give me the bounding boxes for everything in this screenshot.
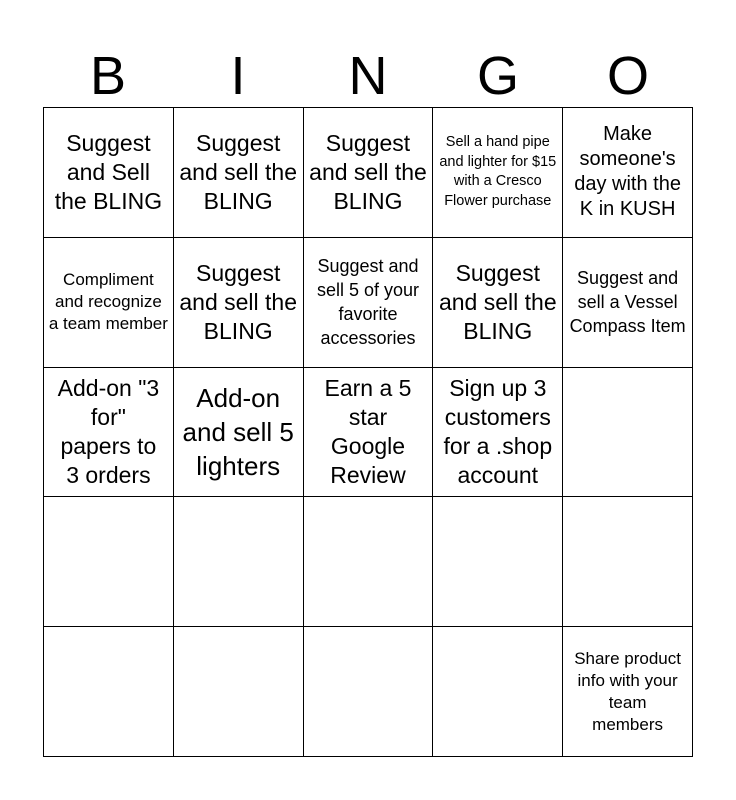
header-letter-i: I (230, 46, 246, 106)
bingo-cell-r5-c5[interactable] (563, 627, 693, 757)
cell-text: Add-on and sell 5 lighters (182, 382, 294, 481)
bingo-cell-r3-c2[interactable] (174, 368, 304, 498)
bingo-cell-r4-c5[interactable] (563, 497, 693, 627)
bingo-cell-r4-c3[interactable] (304, 497, 434, 627)
bingo-cell-r4-c2[interactable] (174, 497, 304, 627)
cell-text: Sell a hand pipe and lighter for $15 with a Cresco Flower purchase (439, 134, 557, 209)
bingo-cell-r3-c3[interactable] (304, 368, 434, 498)
bingo-cell-r2-c3[interactable] (304, 238, 434, 368)
header-letter-b: B (89, 46, 127, 106)
cell-text: Earn a 5 star Google Review (324, 374, 412, 488)
bingo-cell-r1-c1[interactable] (44, 108, 174, 238)
bingo-cell-r5-c1[interactable] (44, 627, 174, 757)
cell-text: Suggest and sell the BLING (438, 259, 557, 344)
bingo-cell-r3-c1[interactable] (44, 368, 174, 498)
bingo-cell-r5-c2[interactable] (174, 627, 304, 757)
bingo-cell-r4-c1[interactable] (44, 497, 174, 627)
bingo-cell-r5-c3[interactable] (304, 627, 434, 757)
cell-text: Suggest and sell the BLING (179, 129, 298, 214)
header-letter-n: N (348, 46, 388, 106)
cell-text: Suggest and sell a Vessel Compass Item (569, 268, 686, 337)
cell-text: Sign up 3 customers for a .shop account (443, 374, 553, 488)
bingo-cell-r5-c4[interactable] (433, 627, 563, 757)
bingo-cell-r1-c3[interactable] (304, 108, 434, 238)
bingo-cell-r1-c4[interactable] (433, 108, 563, 238)
bingo-cell-r1-c5[interactable] (563, 108, 693, 238)
cell-text: Share product info with your team members (574, 648, 681, 734)
cell-text: Add-on "3 for" papers to 3 orders (57, 374, 160, 488)
cell-text: Make someone's day with the K in KUSH (574, 123, 681, 221)
bingo-header (43, 44, 693, 108)
bingo-cell-r2-c2[interactable] (174, 238, 304, 368)
cell-text: Suggest and sell the BLING (179, 259, 298, 344)
bingo-board (43, 107, 693, 757)
cell-text: Suggest and sell the BLING (309, 129, 427, 214)
bingo-cell-r3-c4[interactable] (433, 368, 563, 498)
cell-text: Compliment and recognize a team member (48, 270, 168, 334)
cell-text: Suggest and sell 5 of your favorite accessories (316, 256, 420, 349)
bingo-cell-r2-c1[interactable] (44, 238, 174, 368)
bingo-cell-r3-c5[interactable] (563, 368, 693, 498)
header-letter-o: O (606, 46, 649, 106)
header-letter-g: G (476, 46, 519, 106)
bingo-cell-r2-c4[interactable] (433, 238, 563, 368)
cell-text: Suggest and Sell the BLING (54, 129, 163, 214)
bingo-cell-r4-c4[interactable] (433, 497, 563, 627)
bingo-cell-r2-c5[interactable] (563, 238, 693, 368)
bingo-cell-r1-c2[interactable] (174, 108, 304, 238)
